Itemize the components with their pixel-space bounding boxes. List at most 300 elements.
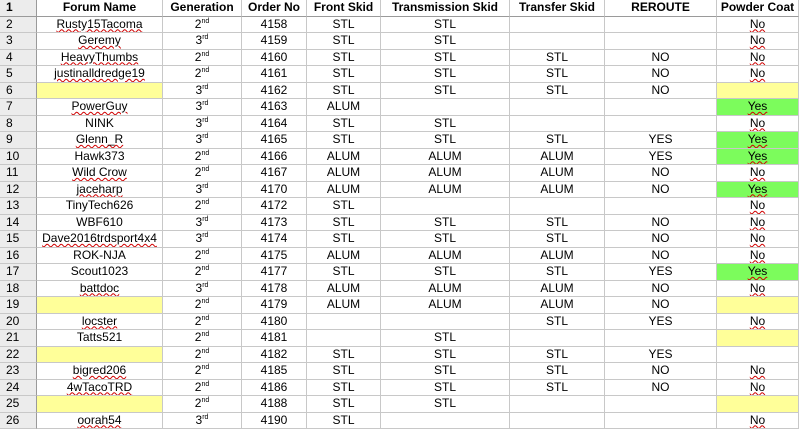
powder-coat-cell[interactable]	[717, 363, 799, 380]
transfer-skid-cell[interactable]: STL	[510, 380, 605, 397]
powder-coat-cell[interactable]	[717, 165, 799, 182]
generation-value: 3	[195, 82, 203, 97]
transfer-skid-cell[interactable]: ALUM	[510, 297, 605, 314]
order-no-cell[interactable]: 4159	[242, 33, 307, 50]
header-order-no[interactable]: Order No	[242, 0, 307, 17]
generation-cell[interactable]	[163, 396, 242, 413]
order-no-cell[interactable]: 4163	[242, 99, 307, 116]
generation-value: 2	[194, 313, 202, 328]
order-no-cell[interactable]: 4167	[242, 165, 307, 182]
transmission-skid-cell[interactable]: STL	[381, 215, 510, 232]
transmission-skid-cell[interactable]	[381, 413, 510, 430]
forum-name-text: Tatts521	[76, 330, 123, 344]
row-number[interactable]: 14	[0, 215, 37, 232]
powder-coat-cell[interactable]	[717, 231, 799, 248]
row-number[interactable]: 16	[0, 248, 37, 265]
generation-cell[interactable]	[163, 281, 242, 298]
order-no-cell[interactable]: 4160	[242, 50, 307, 67]
table-row	[0, 215, 799, 232]
table-row	[0, 248, 799, 265]
row-number[interactable]: 9	[0, 132, 37, 149]
forum-name-cell[interactable]	[37, 264, 163, 281]
generation-suffix: nd	[201, 331, 210, 338]
forum-name-cell[interactable]	[37, 132, 163, 149]
forum-name-text: Hawk373	[74, 148, 125, 163]
row-number[interactable]: 19	[0, 297, 37, 314]
generation-cell[interactable]	[163, 165, 242, 182]
table-row	[0, 264, 799, 281]
transmission-skid-cell[interactable]: ALUM	[381, 281, 510, 298]
generation-value: 3	[195, 412, 203, 427]
powder-coat-value: No	[749, 280, 766, 295]
reroute-cell[interactable]: NO	[605, 215, 717, 232]
forum-name-cell[interactable]	[37, 248, 163, 265]
front-skid-cell[interactable]: ALUM	[307, 165, 381, 182]
row-number[interactable]: 10	[0, 149, 37, 166]
powder-coat-value: Yes	[747, 148, 768, 163]
front-skid-cell[interactable]	[307, 330, 381, 347]
forum-name-cell[interactable]	[37, 330, 163, 347]
front-skid-cell[interactable]: STL	[307, 380, 381, 397]
powder-coat-cell[interactable]	[717, 281, 799, 298]
order-no-cell[interactable]: 4182	[242, 347, 307, 364]
transfer-skid-cell[interactable]	[510, 396, 605, 413]
row-number[interactable]: 25	[0, 396, 37, 413]
transmission-skid-cell[interactable]: STL	[381, 83, 510, 100]
reroute-cell[interactable]	[605, 413, 717, 430]
generation-suffix: nd	[201, 166, 210, 173]
transfer-skid-cell[interactable]	[510, 198, 605, 215]
table-row	[0, 330, 799, 347]
generation-suffix: nd	[201, 298, 210, 305]
powder-coat-cell[interactable]	[717, 347, 799, 364]
row-number[interactable]: 23	[0, 363, 37, 380]
order-no-cell[interactable]: 4165	[242, 132, 307, 149]
order-no-cell[interactable]: 4173	[242, 215, 307, 232]
generation-cell[interactable]	[163, 380, 242, 397]
header-reroute[interactable]: REROUTE	[605, 0, 717, 17]
front-skid-cell[interactable]: STL	[307, 363, 381, 380]
generation-cell[interactable]	[163, 33, 242, 50]
transfer-skid-cell[interactable]	[510, 413, 605, 430]
powder-coat-cell[interactable]	[717, 248, 799, 265]
powder-coat-value: No	[749, 363, 766, 377]
row-number[interactable]: 13	[0, 198, 37, 215]
generation-cell[interactable]	[163, 248, 242, 265]
generation-cell[interactable]	[163, 264, 242, 281]
generation-cell[interactable]	[163, 215, 242, 232]
generation-value: 2	[194, 297, 202, 311]
transfer-skid-cell[interactable]: STL	[510, 363, 605, 380]
front-skid-cell[interactable]: ALUM	[307, 297, 381, 314]
forum-name-cell[interactable]	[37, 396, 163, 413]
table-row	[0, 363, 799, 380]
row-number[interactable]: 3	[0, 33, 37, 50]
powder-coat-cell[interactable]	[717, 297, 799, 314]
reroute-cell[interactable]: NO	[605, 231, 717, 248]
front-skid-cell[interactable]: ALUM	[307, 99, 381, 116]
generation-cell[interactable]	[163, 116, 242, 133]
front-skid-cell[interactable]: STL	[307, 17, 381, 34]
order-no-cell[interactable]: 4166	[242, 149, 307, 166]
row-number[interactable]: 5	[0, 66, 37, 83]
generation-value: 3	[195, 214, 203, 229]
forum-name-cell[interactable]	[37, 17, 163, 34]
forum-name-cell[interactable]	[37, 33, 163, 50]
transmission-skid-cell[interactable]: ALUM	[381, 297, 510, 314]
transmission-skid-cell[interactable]	[381, 314, 510, 331]
order-no-cell[interactable]: 4179	[242, 297, 307, 314]
order-no-cell[interactable]: 4162	[242, 83, 307, 100]
powder-coat-value: No	[749, 231, 766, 245]
transfer-skid-cell[interactable]: STL	[510, 264, 605, 281]
reroute-cell[interactable]: NO	[605, 297, 717, 314]
reroute-cell[interactable]: NO	[605, 66, 717, 83]
transfer-skid-cell[interactable]	[510, 99, 605, 116]
powder-coat-cell[interactable]	[717, 413, 799, 430]
front-skid-cell[interactable]: ALUM	[307, 182, 381, 199]
transfer-skid-cell[interactable]: STL	[510, 231, 605, 248]
transmission-skid-cell[interactable]: STL	[381, 116, 510, 133]
row-number-header[interactable]: 1	[0, 0, 37, 17]
forum-name-cell[interactable]	[37, 99, 163, 116]
forum-name-cell[interactable]	[37, 215, 163, 232]
transmission-skid-cell[interactable]: STL	[381, 264, 510, 281]
row-number[interactable]: 2	[0, 17, 37, 34]
transfer-skid-cell[interactable]: STL	[510, 132, 605, 149]
powder-coat-cell[interactable]	[717, 264, 799, 281]
generation-value: 2	[194, 16, 202, 31]
order-no-cell[interactable]: 4172	[242, 198, 307, 215]
reroute-cell[interactable]	[605, 330, 717, 347]
front-skid-cell[interactable]: ALUM	[307, 281, 381, 298]
row-number[interactable]: 17	[0, 264, 37, 281]
front-skid-cell[interactable]: STL	[307, 396, 381, 413]
header-forum-name[interactable]: Forum Name	[37, 0, 163, 17]
transfer-skid-cell[interactable]	[510, 17, 605, 34]
order-no-cell[interactable]: 4158	[242, 17, 307, 34]
powder-coat-cell[interactable]	[717, 116, 799, 133]
row-number[interactable]: 26	[0, 413, 37, 430]
transfer-skid-cell[interactable]: STL	[510, 215, 605, 232]
generation-value: 2	[194, 198, 202, 212]
generation-value: 2	[194, 363, 202, 377]
generation-cell[interactable]	[163, 149, 242, 166]
reroute-cell[interactable]: NO	[605, 165, 717, 182]
generation-cell[interactable]	[163, 330, 242, 347]
generation-cell[interactable]	[163, 17, 242, 34]
order-no-cell[interactable]: 4170	[242, 182, 307, 199]
powder-coat-cell[interactable]	[717, 396, 799, 413]
generation-suffix: nd	[201, 397, 210, 404]
reroute-cell[interactable]	[605, 116, 717, 133]
powder-coat-cell[interactable]	[717, 50, 799, 67]
transmission-skid-cell[interactable]: ALUM	[381, 182, 510, 199]
front-skid-cell[interactable]: STL	[307, 347, 381, 364]
row-number[interactable]: 4	[0, 50, 37, 67]
powder-coat-value: No	[749, 313, 766, 328]
generation-cell[interactable]	[163, 50, 242, 67]
order-no-cell[interactable]: 4186	[242, 380, 307, 397]
row-number[interactable]: 12	[0, 182, 37, 199]
transmission-skid-cell[interactable]: ALUM	[381, 149, 510, 166]
reroute-cell[interactable]: YES	[605, 149, 717, 166]
reroute-cell[interactable]: NO	[605, 363, 717, 380]
generation-suffix: nd	[201, 248, 210, 256]
powder-coat-value: No	[749, 214, 766, 229]
forum-name-cell[interactable]	[37, 66, 163, 83]
generation-cell[interactable]	[163, 314, 242, 331]
row-number[interactable]: 18	[0, 281, 37, 298]
order-no-cell[interactable]: 4188	[242, 396, 307, 413]
front-skid-cell[interactable]: STL	[307, 66, 381, 83]
reroute-cell[interactable]: YES	[605, 347, 717, 364]
forum-name-cell[interactable]	[37, 83, 163, 100]
generation-value: 3	[195, 99, 203, 113]
generation-suffix: rd	[202, 182, 209, 190]
powder-coat-cell[interactable]	[717, 198, 799, 215]
powder-coat-cell[interactable]	[717, 33, 799, 50]
transmission-skid-cell[interactable]: STL	[381, 33, 510, 50]
row-number[interactable]: 20	[0, 314, 37, 331]
forum-name-text: jaceharp	[76, 181, 123, 196]
transmission-skid-cell[interactable]: STL	[381, 347, 510, 364]
front-skid-cell[interactable]: STL	[307, 413, 381, 430]
forum-name-cell[interactable]	[37, 281, 163, 298]
powder-coat-cell[interactable]	[717, 314, 799, 331]
generation-suffix: nd	[201, 67, 210, 74]
header-generation[interactable]: Generation	[163, 0, 242, 17]
powder-coat-value: No	[749, 247, 766, 262]
generation-value: 2	[194, 379, 202, 394]
powder-coat-cell[interactable]	[717, 83, 799, 100]
forum-name-cell[interactable]	[37, 149, 163, 166]
transfer-skid-cell[interactable]: ALUM	[510, 182, 605, 199]
powder-coat-value: No	[749, 49, 766, 64]
powder-coat-value: Yes	[747, 132, 768, 146]
generation-cell[interactable]	[163, 297, 242, 314]
forum-name-text: NINK	[85, 115, 114, 130]
row-number[interactable]: 8	[0, 116, 37, 133]
header-powder-coat[interactable]: Powder Coat	[717, 0, 799, 17]
front-skid-cell[interactable]: STL	[307, 33, 381, 50]
generation-value: 2	[194, 66, 202, 80]
order-no-cell[interactable]: 4190	[242, 413, 307, 430]
forum-name-cell[interactable]	[37, 297, 163, 314]
transfer-skid-cell[interactable]	[510, 116, 605, 133]
row-number[interactable]: 22	[0, 347, 37, 364]
generation-suffix: rd	[202, 116, 209, 124]
reroute-cell[interactable]: NO	[605, 83, 717, 100]
order-no-cell[interactable]: 4161	[242, 66, 307, 83]
reroute-cell[interactable]: NO	[605, 182, 717, 199]
row-number[interactable]: 11	[0, 165, 37, 182]
order-no-cell[interactable]: 4177	[242, 264, 307, 281]
header-transmission-skid[interactable]: Transmission Skid	[381, 0, 510, 17]
table-row	[0, 281, 799, 298]
row-number[interactable]: 21	[0, 330, 37, 347]
powder-coat-cell[interactable]	[717, 149, 799, 166]
powder-coat-value: Yes	[747, 181, 768, 196]
front-skid-cell[interactable]: STL	[307, 132, 381, 149]
order-no-cell[interactable]: 4178	[242, 281, 307, 298]
reroute-cell[interactable]	[605, 33, 717, 50]
transmission-skid-cell[interactable]	[381, 99, 510, 116]
front-skid-cell[interactable]: STL	[307, 50, 381, 67]
generation-cell[interactable]	[163, 231, 242, 248]
transmission-skid-cell[interactable]: STL	[381, 396, 510, 413]
transmission-skid-cell[interactable]	[381, 198, 510, 215]
row-number[interactable]: 24	[0, 380, 37, 397]
transfer-skid-cell[interactable]: STL	[510, 50, 605, 67]
generation-cell[interactable]	[163, 363, 242, 380]
generation-cell[interactable]	[163, 413, 242, 430]
transmission-skid-cell[interactable]: STL	[381, 17, 510, 34]
generation-value: 3	[195, 115, 203, 130]
front-skid-cell[interactable]: ALUM	[307, 149, 381, 166]
forum-name-cell[interactable]	[37, 413, 163, 430]
forum-name-cell[interactable]	[37, 380, 163, 397]
transfer-skid-cell[interactable]: STL	[510, 83, 605, 100]
forum-name-cell[interactable]	[37, 165, 163, 182]
front-skid-cell[interactable]: STL	[307, 116, 381, 133]
transmission-skid-cell[interactable]: STL	[381, 330, 510, 347]
generation-cell[interactable]	[163, 198, 242, 215]
transmission-skid-cell[interactable]: STL	[381, 380, 510, 397]
reroute-cell[interactable]	[605, 99, 717, 116]
generation-cell[interactable]	[163, 66, 242, 83]
powder-coat-value: No	[749, 412, 766, 427]
forum-name-cell[interactable]	[37, 182, 163, 199]
forum-name-cell[interactable]	[37, 363, 163, 380]
front-skid-cell[interactable]	[307, 314, 381, 331]
powder-coat-cell[interactable]	[717, 182, 799, 199]
transfer-skid-cell[interactable]: ALUM	[510, 248, 605, 265]
generation-cell[interactable]	[163, 347, 242, 364]
powder-coat-value: No	[749, 379, 766, 394]
powder-coat-cell[interactable]	[717, 330, 799, 347]
generation-cell[interactable]	[163, 83, 242, 100]
forum-name-cell[interactable]	[37, 116, 163, 133]
front-skid-cell[interactable]: STL	[307, 83, 381, 100]
forum-name-text: Geremy	[78, 33, 121, 47]
transfer-skid-cell[interactable]	[510, 330, 605, 347]
reroute-cell[interactable]	[605, 17, 717, 34]
forum-name-text: justinalldredge19	[54, 66, 145, 80]
forum-name-text: WBF610	[76, 214, 123, 229]
reroute-cell[interactable]: YES	[605, 314, 717, 331]
forum-name-text: Wild Crow	[72, 165, 127, 179]
table-row	[0, 149, 799, 166]
forum-name-cell[interactable]	[37, 198, 163, 215]
forum-name-cell[interactable]	[37, 50, 163, 67]
generation-cell[interactable]	[163, 99, 242, 116]
transmission-skid-cell[interactable]: STL	[381, 231, 510, 248]
reroute-cell[interactable]: NO	[605, 50, 717, 67]
reroute-cell[interactable]: NO	[605, 380, 717, 397]
powder-coat-cell[interactable]	[717, 99, 799, 116]
powder-coat-cell[interactable]	[717, 66, 799, 83]
forum-name-text: Scout1023	[70, 264, 129, 278]
table-row	[0, 396, 799, 413]
generation-suffix: nd	[201, 149, 210, 157]
reroute-cell[interactable]: YES	[605, 132, 717, 149]
generation-suffix: nd	[201, 380, 210, 388]
powder-coat-cell[interactable]	[717, 380, 799, 397]
transfer-skid-cell[interactable]: STL	[510, 314, 605, 331]
table-row	[0, 413, 799, 430]
front-skid-cell[interactable]: ALUM	[307, 248, 381, 265]
forum-name-cell[interactable]	[37, 231, 163, 248]
front-skid-cell[interactable]: STL	[307, 231, 381, 248]
row-number[interactable]: 7	[0, 99, 37, 116]
header-transfer-skid[interactable]: Transfer Skid	[510, 0, 605, 17]
generation-value: 2	[194, 247, 202, 262]
reroute-cell[interactable]: NO	[605, 281, 717, 298]
reroute-cell[interactable]: YES	[605, 264, 717, 281]
generation-value: 3	[195, 280, 203, 295]
transmission-skid-cell[interactable]: STL	[381, 66, 510, 83]
transfer-skid-cell[interactable]: STL	[510, 347, 605, 364]
generation-suffix: rd	[202, 34, 209, 41]
powder-coat-cell[interactable]	[717, 132, 799, 149]
powder-coat-value: No	[749, 66, 766, 80]
generation-suffix: rd	[202, 281, 209, 289]
table-row	[0, 66, 799, 83]
forum-name-cell[interactable]	[37, 347, 163, 364]
forum-name-cell[interactable]	[37, 314, 163, 331]
front-skid-cell[interactable]: STL	[307, 215, 381, 232]
row-number[interactable]: 15	[0, 231, 37, 248]
reroute-cell[interactable]	[605, 198, 717, 215]
table-row	[0, 33, 799, 50]
transfer-skid-cell[interactable]	[510, 33, 605, 50]
transfer-skid-cell[interactable]: ALUM	[510, 281, 605, 298]
forum-name-text: oorah54	[77, 412, 122, 427]
generation-cell[interactable]	[163, 182, 242, 199]
transfer-skid-cell[interactable]: ALUM	[510, 149, 605, 166]
forum-name-text: locster	[81, 313, 118, 328]
powder-coat-value: No	[749, 16, 766, 31]
transfer-skid-cell[interactable]: STL	[510, 66, 605, 83]
powder-coat-cell[interactable]	[717, 17, 799, 34]
order-no-cell[interactable]: 4175	[242, 248, 307, 265]
forum-name-text: ROK-NJA	[73, 247, 126, 262]
order-no-cell[interactable]: 4181	[242, 330, 307, 347]
transmission-skid-cell[interactable]: STL	[381, 50, 510, 67]
row-number[interactable]: 6	[0, 83, 37, 100]
order-no-cell[interactable]: 4164	[242, 116, 307, 133]
header-front-skid[interactable]: Front Skid	[307, 0, 381, 17]
transmission-skid-cell[interactable]: ALUM	[381, 248, 510, 265]
order-no-cell[interactable]: 4185	[242, 363, 307, 380]
front-skid-cell[interactable]: STL	[307, 198, 381, 215]
transfer-skid-cell[interactable]: ALUM	[510, 165, 605, 182]
front-skid-cell[interactable]: STL	[307, 264, 381, 281]
generation-suffix: nd	[201, 265, 210, 272]
order-no-cell[interactable]: 4180	[242, 314, 307, 331]
powder-coat-cell[interactable]	[717, 215, 799, 232]
reroute-cell[interactable]	[605, 396, 717, 413]
transmission-skid-cell[interactable]: STL	[381, 363, 510, 380]
reroute-cell[interactable]: NO	[605, 248, 717, 265]
transmission-skid-cell[interactable]: STL	[381, 132, 510, 149]
powder-coat-value: No	[749, 198, 766, 212]
order-no-cell[interactable]: 4174	[242, 231, 307, 248]
generation-cell[interactable]	[163, 132, 242, 149]
transmission-skid-cell[interactable]: ALUM	[381, 165, 510, 182]
generation-suffix: nd	[201, 199, 210, 206]
